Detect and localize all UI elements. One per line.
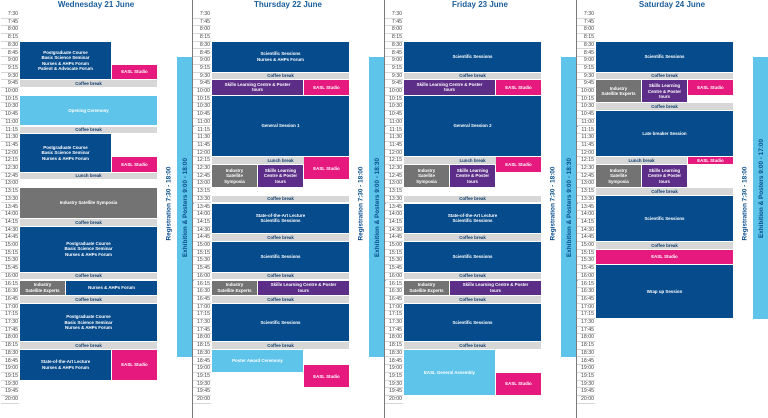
time-label: 14:45 [577,234,595,242]
time-label: 15:00 [385,242,403,250]
time-label: 16:30 [385,288,403,296]
time-label: 10:30 [385,103,403,111]
time-label: 18:00 [1,334,19,342]
time-label: 17:00 [577,304,595,312]
time-label: 13:45 [193,204,211,212]
time-label: 16:00 [577,273,595,281]
registration-band [160,11,177,396]
time-label: 15:30 [577,257,595,265]
time-label: 7:30 [385,11,403,19]
day-header-thu: Thursday 22 June [253,0,323,9]
session-lunch-break: Lunch break [212,157,349,164]
session-coffee-break: Coffee break [212,196,349,203]
session-coffee-break: Coffee break [596,188,733,195]
session-scientific-sessions[interactable]: Scientific Sessions [404,304,541,342]
time-label: 9:45 [385,80,403,88]
time-label: 9:15 [1,65,19,73]
session-industry-satellite-experts[interactable]: Industry Satellite Experts [404,281,449,295]
time-label: 17:30 [577,319,595,327]
time-label: 15:15 [1,250,19,258]
session-skills-learning-centre-poster-tours[interactable]: Skills Learning Centre & Poster tours [450,281,541,295]
session-coffee-break: Coffee break [404,234,541,241]
session-skills-learning-centre-poster-tours[interactable]: Skills Learning Centre & Poster tours [258,165,303,187]
time-label: 18:30 [1,350,19,358]
time-label: 12:45 [1,173,19,181]
session-easl-studio[interactable]: EASL Studio [112,65,157,79]
time-label: 7:45 [577,19,595,27]
time-label: 7:30 [193,11,211,19]
time-label: 16:30 [193,288,211,296]
session-general-session-1[interactable]: General Session 1 [212,96,349,157]
time-label: 17:30 [1,319,19,327]
time-label: 11:00 [1,119,19,127]
session-general-session-2[interactable]: General Session 2 [404,96,541,157]
time-label: 16:15 [193,281,211,289]
time-label: 10:15 [1,96,19,104]
session-postgraduate-course-basic-science-seminar-nurses-ahps-forum-patient-advocate-forum[interactable]: Postgraduate Course Basic Science Seminar Nurses & AHPs Forum Patient & Advocate Forum [20,42,111,80]
time-label: 12:45 [193,173,211,181]
time-label: 14:00 [385,211,403,219]
time-label: 10:15 [385,96,403,104]
time-label: 18:45 [193,358,211,366]
exhibition-label: Exhibition & Posters 9:00 - 18:30 [374,157,381,257]
time-label: 8:15 [577,34,595,42]
time-label: 19:00 [577,365,595,373]
time-label: 17:30 [193,319,211,327]
time-label: 12:30 [385,165,403,173]
time-label: 14:30 [577,227,595,235]
session-skills-learning-centre-poster-tours[interactable]: Skills Learning Centre & Poster tours [450,165,495,187]
time-label: 18:00 [193,334,211,342]
time-label: 7:30 [577,11,595,19]
time-label: 15:00 [193,242,211,250]
time-label: 10:30 [577,103,595,111]
session-coffee-break: Coffee break [404,196,541,203]
session-state-of-the-art-lecture-nurses-ahps-forum[interactable]: State-of-the-Art Lecture Nurses & AHPs Forum [20,350,111,380]
time-label: 19:00 [193,365,211,373]
time-label: 8:45 [1,50,19,58]
time-label: 8:45 [193,50,211,58]
time-label: 19:15 [385,373,403,381]
time-label: 8:30 [193,42,211,50]
session-poster-award-ceremony[interactable]: Poster Award Ceremony [212,350,303,372]
time-label: 12:30 [193,165,211,173]
time-label: 11:00 [385,119,403,127]
session-scientific-sessions[interactable]: Scientific Sessions [596,196,733,241]
time-label: 18:45 [385,358,403,366]
day-header-wed: Wednesday 21 June [57,0,135,9]
time-label: 8:00 [385,26,403,34]
session-industry-satellite-experts[interactable]: Industry Satellite Experts [596,80,641,102]
time-label: 14:30 [385,227,403,235]
session-wrap-up-session[interactable]: Wrap up Session [596,265,733,318]
time-label: 11:30 [193,134,211,142]
time-label: 13:45 [385,204,403,212]
time-label: 16:45 [577,296,595,304]
time-label: 17:00 [193,304,211,312]
registration-band [544,11,561,396]
time-label: 16:00 [1,273,19,281]
session-industry-satellite-symposia[interactable]: Industry Satellite Symposia [404,165,449,187]
time-label: 15:00 [1,242,19,250]
session-industry-satellite-symposia[interactable]: Industry Satellite Symposia [212,165,257,187]
time-label: 12:30 [1,165,19,173]
session-industry-satellite-symposia[interactable]: Industry Satellite Symposia [596,165,641,187]
session-coffee-break: Coffee break [596,242,733,249]
session-postgraduate-course-basic-science-seminar-nurses-ahps-forum[interactable]: Postgraduate Course Basic Science Seminar Nurses & AHPs Forum [20,304,157,342]
time-label: 8:30 [385,42,403,50]
time-label: 19:45 [1,388,19,396]
session-coffee-break: Coffee break [20,296,157,303]
time-label: 15:45 [193,265,211,273]
time-label: 9:15 [385,65,403,73]
time-label: 19:15 [577,373,595,381]
time-label: 8:30 [1,42,19,50]
time-label: 20:00 [577,396,595,404]
time-label: 8:00 [577,26,595,34]
time-label: 18:30 [385,350,403,358]
registration-label: Registration 7:30 - 18:00 [741,166,748,241]
session-skills-learning-centre-poster-tours[interactable]: Skills Learning Centre & Poster tours [258,281,349,295]
time-label: 18:15 [385,342,403,350]
time-label: 14:45 [1,234,19,242]
session-coffee-break: Coffee break [20,127,157,134]
session-easl-studio[interactable]: EASL Studio [496,373,541,395]
time-label: 7:45 [193,19,211,27]
session-state-of-the-art-lecture-scientific-sessions[interactable]: State-of-the-Art Lecture Scientific Sessions [404,204,541,234]
time-label: 16:15 [577,281,595,289]
session-postgraduate-course-basic-science-seminar-nurses-ahps-forum[interactable]: Postgraduate Course Basic Science Seminar Nurses & AHPs Forum [20,227,157,272]
session-lunch-break: Lunch break [20,173,157,180]
time-label: 16:30 [577,288,595,296]
time-label: 16:45 [193,296,211,304]
time-label: 11:00 [577,119,595,127]
session-coffee-break: Coffee break [212,73,349,80]
session-scientific-sessions[interactable]: Scientific Sessions [212,242,349,272]
time-label: 9:00 [577,57,595,65]
time-label: 13:45 [1,204,19,212]
time-label: 13:00 [577,180,595,188]
time-label: 11:45 [577,142,595,150]
exhibition-band [753,57,768,319]
session-late-breaker-session[interactable]: Late breaker Session [596,111,733,156]
time-label: 12:15 [1,157,19,165]
time-label: 9:45 [577,80,595,88]
time-label: 15:15 [577,250,595,258]
time-label: 9:45 [1,80,19,88]
time-label: 19:30 [385,381,403,389]
session-easl-studio[interactable]: EASL Studio [496,80,541,94]
time-label: 10:45 [193,111,211,119]
session-scientific-sessions[interactable]: Scientific Sessions [404,42,541,72]
session-scientific-sessions[interactable]: Scientific Sessions [404,242,541,272]
time-label: 18:45 [577,358,595,366]
time-label: 10:45 [577,111,595,119]
time-label: 20:00 [1,396,19,404]
session-coffee-break: Coffee break [596,73,733,80]
time-label: 9:00 [385,57,403,65]
time-label: 14:15 [385,219,403,227]
time-label: 13:30 [193,196,211,204]
time-label: 9:30 [1,73,19,81]
time-label: 7:45 [385,19,403,27]
time-label: 16:00 [385,273,403,281]
time-label: 12:15 [193,157,211,165]
time-label: 14:15 [577,219,595,227]
time-label: 17:45 [193,327,211,335]
session-coffee-break: Coffee break [212,296,349,303]
session-skills-learning-centre-poster-tours[interactable]: Skills Learning Centre & Poster tours [212,80,303,94]
session-lunch-break: Lunch break [596,157,687,164]
session-coffee-break: Coffee break [404,296,541,303]
exhibition-label: Exhibition & Posters 9:00 - 18:00 [182,157,189,257]
time-label: 18:45 [1,358,19,366]
time-label: 11:15 [193,127,211,135]
time-label: 15:00 [577,242,595,250]
time-label: 7:30 [1,11,19,19]
session-easl-studio[interactable]: EASL Studio [304,365,349,387]
time-label: 19:15 [1,373,19,381]
session-opening-ceremony[interactable]: Opening Ceremony [20,96,157,126]
time-label: 9:15 [193,65,211,73]
time-label: 15:30 [1,257,19,265]
time-label: 17:45 [1,327,19,335]
time-label: 12:00 [385,150,403,158]
time-label: 19:45 [577,388,595,396]
time-label: 9:30 [385,73,403,81]
day-header-sat: Saturday 24 June [638,0,706,9]
time-label: 14:45 [193,234,211,242]
time-label: 13:15 [1,188,19,196]
time-label: 12:45 [385,173,403,181]
time-label: 11:30 [577,134,595,142]
time-label: 13:15 [385,188,403,196]
time-label: 7:45 [1,19,19,27]
time-label: 15:45 [385,265,403,273]
time-label: 8:00 [1,26,19,34]
time-label: 17:15 [1,311,19,319]
session-skills-learning-centre-poster-tours[interactable]: Skills Learning Centre & Poster tours [404,80,495,94]
time-label: 14:15 [193,219,211,227]
time-label: 14:30 [193,227,211,235]
session-coffee-break: Coffee break [212,273,349,280]
session-state-of-the-art-lecture-scientific-sessions[interactable]: State-of-the-Art Lecture Scientific Sessions [212,204,349,234]
session-easl-studio[interactable]: EASL Studio [496,157,541,171]
session-coffee-break: Coffee break [20,342,157,349]
time-label: 12:00 [577,150,595,158]
session-scientific-sessions[interactable]: Scientific Sessions [596,42,733,72]
time-label: 10:00 [577,88,595,96]
time-label: 11:30 [385,134,403,142]
time-label: 13:00 [193,180,211,188]
time-label: 16:45 [385,296,403,304]
time-label: 14:15 [1,219,19,227]
time-label: 10:45 [385,111,403,119]
time-label: 19:45 [193,388,211,396]
time-label: 11:45 [1,142,19,150]
time-label: 9:15 [577,65,595,73]
exhibition-label: Exhibition & Posters 9:00 - 18:30 [566,157,573,257]
registration-label: Registration 7:30 - 18:00 [357,166,364,241]
session-coffee-break: Coffee break [596,103,733,110]
session-coffee-break: Coffee break [20,219,157,226]
time-label: 19:00 [385,365,403,373]
time-label: 12:15 [385,157,403,165]
session-industry-satellite-experts[interactable]: Industry Satellite Experts [212,281,257,295]
session-easl-studio[interactable]: EASL Studio [304,157,349,179]
time-label: 15:30 [385,257,403,265]
session-easl-studio[interactable]: EASL Studio [688,157,733,164]
session-nurses-ahps-forum[interactable]: Nurses & AHPs Forum [66,281,157,295]
time-label: 12:45 [577,173,595,181]
session-coffee-break: Coffee break [404,73,541,80]
time-label: 8:45 [577,50,595,58]
time-label: 11:15 [385,127,403,135]
time-label: 19:00 [1,365,19,373]
time-label: 19:45 [385,388,403,396]
time-label: 15:15 [193,250,211,258]
time-label: 11:30 [1,134,19,142]
time-label: 13:30 [577,196,595,204]
time-label: 13:00 [1,180,19,188]
time-label: 13:00 [385,180,403,188]
time-label: 17:15 [577,311,595,319]
time-label: 8:30 [577,42,595,50]
time-label: 9:30 [193,73,211,81]
time-label: 9:00 [193,57,211,65]
time-label: 14:00 [193,211,211,219]
time-label: 11:15 [1,127,19,135]
session-scientific-sessions[interactable]: Scientific Sessions [212,304,349,342]
time-label: 13:45 [577,204,595,212]
time-label: 16:15 [1,281,19,289]
time-label: 13:30 [385,196,403,204]
time-label: 12:15 [577,157,595,165]
session-coffee-break: Coffee break [212,234,349,241]
time-label: 15:45 [577,265,595,273]
session-coffee-break: Coffee break [404,342,541,349]
time-label: 11:45 [193,142,211,150]
time-label: 17:45 [577,327,595,335]
time-label: 13:15 [193,188,211,196]
time-label: 15:30 [193,257,211,265]
time-label: 13:30 [1,196,19,204]
time-label: 15:15 [385,250,403,258]
time-label: 19:30 [193,381,211,389]
time-label: 13:15 [577,188,595,196]
time-label: 10:15 [577,96,595,104]
time-label: 11:00 [193,119,211,127]
time-label: 19:15 [193,373,211,381]
registration-band [352,11,369,396]
time-label: 12:00 [193,150,211,158]
time-label: 17:00 [385,304,403,312]
time-label: 19:30 [1,381,19,389]
time-label: 18:30 [193,350,211,358]
time-label: 9:30 [577,73,595,81]
time-label: 17:45 [385,327,403,335]
session-scientific-sessions-nurses-ahps-forum[interactable]: Scientific Sessions Nurses & AHPs Forum [212,42,349,72]
session-coffee-break: Coffee break [404,273,541,280]
session-coffee-break: Coffee break [20,80,157,87]
time-label: 18:15 [193,342,211,350]
time-label: 12:00 [1,150,19,158]
time-label: 10:45 [1,111,19,119]
session-easl-studio[interactable]: EASL Studio [304,80,349,94]
registration-label: Registration 7:30 - 18:00 [165,166,172,241]
session-easl-studio[interactable]: EASL Studio [112,157,157,171]
time-label: 18:15 [1,342,19,350]
time-label: 8:15 [385,34,403,42]
time-label: 14:45 [385,234,403,242]
session-lunch-break: Lunch break [404,157,541,164]
time-label: 12:30 [577,165,595,173]
registration-label: Registration 7:30 - 18:00 [549,166,556,241]
time-label: 10:15 [193,96,211,104]
time-label: 16:00 [193,273,211,281]
time-label: 11:15 [577,127,595,135]
time-label: 9:45 [193,80,211,88]
session-easl-general-assembly[interactable]: EASL General Assembly [404,350,495,395]
session-easl-studio[interactable]: EASL Studio [688,80,733,94]
time-label: 10:00 [1,88,19,96]
session-skills-learning-centre-poster-tours[interactable]: Skills Learning Centre & Poster tours [642,80,687,102]
time-label: 14:00 [1,211,19,219]
time-label: 10:30 [1,103,19,111]
time-label: 20:00 [385,396,403,404]
time-label: 18:30 [577,350,595,358]
time-label: 17:15 [193,311,211,319]
time-label: 18:00 [577,334,595,342]
exhibition-label: Exhibition & Posters 9:00 - 17:00 [758,138,765,238]
session-industry-satellite-symposia[interactable]: Industry Satellite Symposia [20,188,157,218]
session-coffee-break: Coffee break [20,273,157,280]
session-easl-studio[interactable]: EASL Studio [596,250,733,264]
time-label: 10:00 [193,88,211,96]
time-label: 14:00 [577,211,595,219]
session-skills-learning-centre-poster-tours[interactable]: Skills Learning Centre & Poster tours [642,165,687,187]
time-label: 8:15 [193,34,211,42]
registration-band [736,11,753,396]
day-header-fri: Friday 23 June [451,0,509,9]
time-label: 20:00 [193,396,211,404]
time-label: 15:45 [1,265,19,273]
time-label: 11:45 [385,142,403,150]
session-coffee-break: Coffee break [212,342,349,349]
time-label: 18:00 [385,334,403,342]
time-label: 16:30 [1,288,19,296]
time-label: 8:15 [1,34,19,42]
time-label: 19:30 [577,381,595,389]
time-label: 17:15 [385,311,403,319]
time-label: 16:45 [1,296,19,304]
time-label: 17:30 [385,319,403,327]
session-postgraduate-course-basic-science-seminar-nurses-ahps-forum[interactable]: Postgraduate Course Basic Science Seminar Nurses & AHPs Forum [20,134,111,172]
session-industry-satellite-experts[interactable]: Industry Satellite Experts [20,281,65,295]
time-label: 14:30 [1,227,19,235]
session-easl-studio[interactable]: EASL Studio [112,350,157,380]
time-label: 8:00 [193,26,211,34]
time-label: 18:15 [577,342,595,350]
time-label: 17:00 [1,304,19,312]
time-label: 16:15 [385,281,403,289]
time-label: 10:00 [385,88,403,96]
time-label: 10:30 [193,103,211,111]
time-label: 9:00 [1,57,19,65]
time-label: 8:45 [385,50,403,58]
